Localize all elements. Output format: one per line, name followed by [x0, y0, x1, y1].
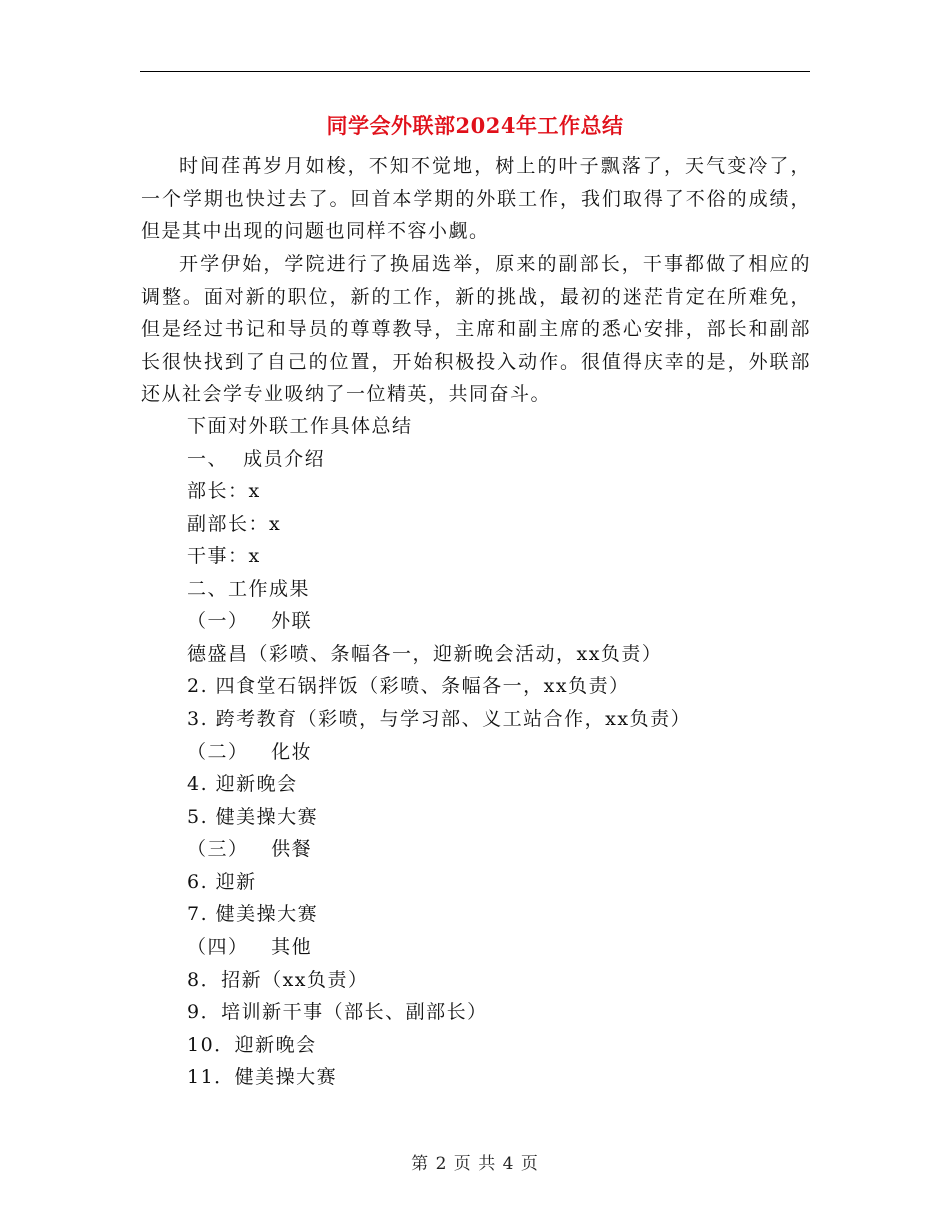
- list-item: 3. 跨考教育（彩喷，与学习部、义工站合作，xx负责）: [187, 708, 692, 730]
- list-item: 9．培训新干事（部长、副部长）: [187, 1001, 488, 1023]
- section-heading: 二、工作成果: [187, 578, 311, 600]
- subsection-heading: （三） 供餐: [187, 838, 313, 860]
- list-item: 11．健美操大赛: [187, 1066, 338, 1088]
- page-number: 第 2 页 共 4 页: [411, 1154, 539, 1174]
- list-item: 干事：x: [187, 545, 261, 567]
- list-item: 下面对外联工作具体总结: [187, 415, 413, 437]
- section-heading: 一、 成员介绍: [187, 448, 326, 470]
- list-item: 5. 健美操大赛: [187, 806, 319, 828]
- header-rule: [140, 71, 810, 72]
- list-item: 德盛昌（彩喷、条幅各一，迎新晚会活动，xx负责）: [187, 643, 663, 665]
- subsection-heading: （一） 外联: [187, 610, 313, 632]
- list-item: 8．招新（xx负责）: [187, 969, 369, 991]
- list-item: 10．迎新晚会: [187, 1034, 317, 1056]
- paragraph-restructure: 开学伊始，学院进行了换届选举，原来的副部长，干事都做了相应的调整。面对新的职位，新的工作，新的挑战，最初的迷茫肯定在所难免，但是经过书记和导员的尊尊教导，主席和副主席的悉心安排，部长和副部长很快找到了自己的位置，开始积极投入动作。很值得庆幸的是，外联部还从社会学专业吸纳了一位精英，共同奋斗。: [141, 253, 811, 406]
- document-title: 同学会外联部2024年工作总结: [326, 113, 624, 138]
- subsection-heading: （四） 其他: [187, 936, 313, 958]
- list-item: 6. 迎新: [187, 871, 257, 893]
- list-item: 2. 四食堂石锅拌饭（彩喷、条幅各一，xx负责）: [187, 675, 630, 697]
- paragraph-intro: 时间荏苒岁月如梭，不知不觉地，树上的叶子飘落了，天气变冷了，一个学期也快过去了。回首本学期的外联工作，我们取得了不俗的成绩，但是其中出现的问题也同样不容小觑。: [141, 155, 811, 243]
- subsection-heading: （二） 化妆: [187, 741, 313, 763]
- list-item: 副部长：x: [187, 513, 282, 535]
- list-item: 7. 健美操大赛: [187, 903, 319, 925]
- list-item: 4. 迎新晚会: [187, 773, 298, 795]
- list-item: 部长：x: [187, 480, 261, 502]
